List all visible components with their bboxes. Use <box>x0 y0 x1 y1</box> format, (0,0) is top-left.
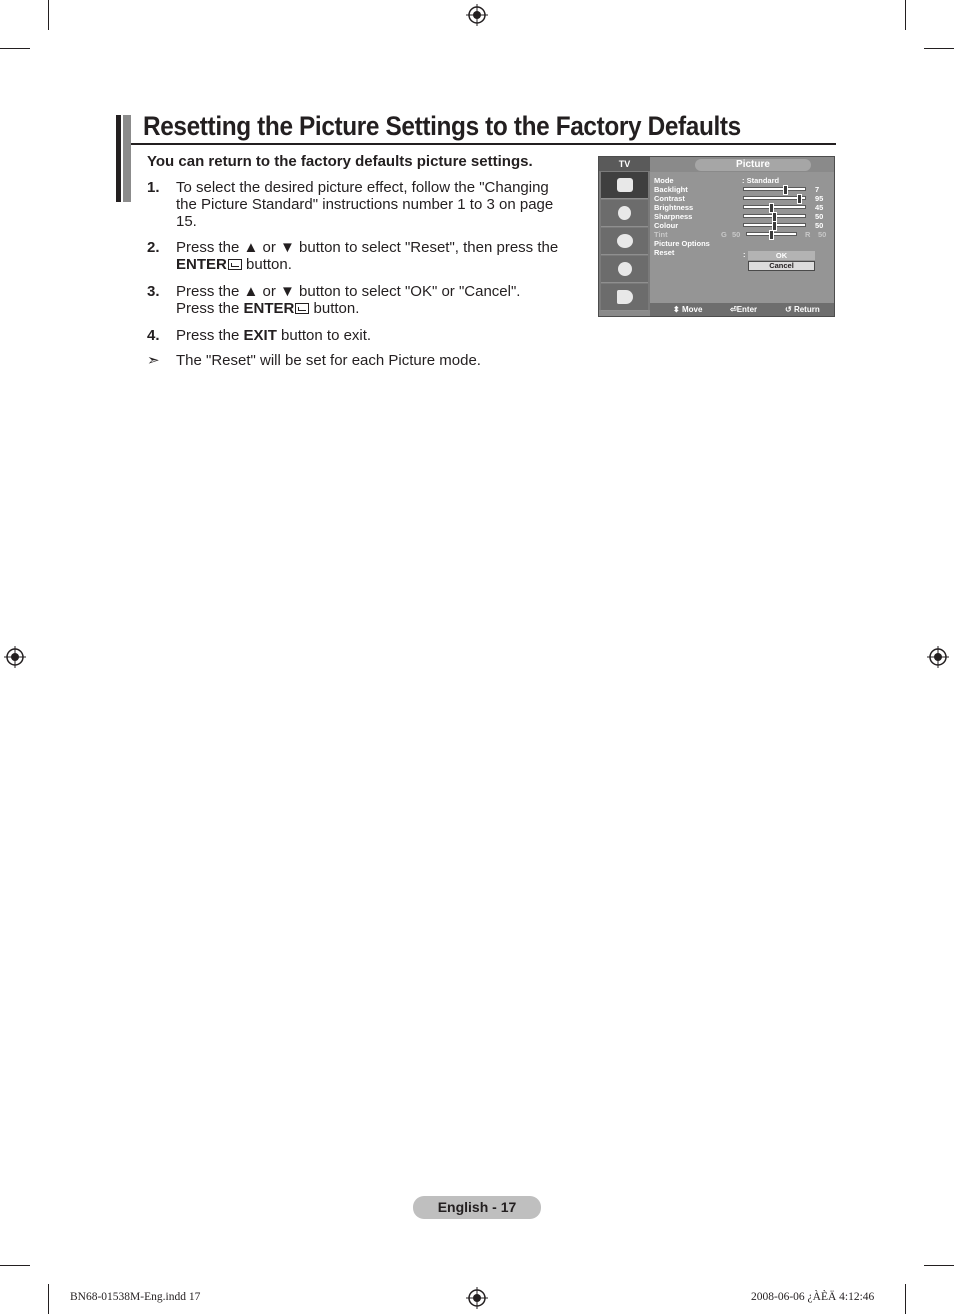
osd-slider <box>743 205 806 209</box>
enter-key-label: ENTER <box>243 300 295 317</box>
osd-item-label: Contrast <box>654 194 685 203</box>
osd-source-label: TV <box>599 157 650 171</box>
step-number: 1. <box>147 179 160 196</box>
osd-sidebar <box>599 157 650 310</box>
enter-key-label: ENTER <box>176 256 227 273</box>
registration-mark-icon <box>466 1287 488 1309</box>
step-text-part: Press the ▲ or ▼ button to select "OK" or "Cancel". Press the <box>176 283 521 317</box>
setup-menu-icon <box>601 256 648 283</box>
step-text <box>176 283 526 317</box>
osd-item-label: Backlight <box>654 185 688 194</box>
crop-mark <box>48 1284 49 1314</box>
osd-tint-slider <box>746 232 797 236</box>
osd-footer <box>650 303 834 316</box>
step-text-part: Press the <box>176 327 244 344</box>
exit-key-label: EXIT <box>243 327 277 344</box>
osd-slider <box>743 214 806 218</box>
enter-label: Enter <box>736 305 758 314</box>
osd-item-value: 50 <box>815 221 824 230</box>
osd-tint-r-label: R <box>805 230 811 239</box>
osd-return-hint <box>785 305 820 314</box>
osd-ok-option: OK <box>748 251 815 260</box>
enter-icon <box>228 259 242 270</box>
picture-menu-icon <box>601 172 648 199</box>
osd-slider <box>743 196 806 200</box>
registration-mark-icon <box>466 4 488 26</box>
step-text-part: Press the ▲ or ▼ button to select "Reset", then press the <box>176 239 559 256</box>
osd-mode-value: : Standard <box>742 176 780 185</box>
move-label: Move <box>681 305 703 314</box>
input-menu-icon <box>601 284 648 311</box>
osd-item-value: 7 <box>815 185 820 194</box>
osd-item-label: Brightness <box>654 203 694 212</box>
osd-settings-panel <box>650 172 834 303</box>
osd-picture-options: Picture Options <box>654 239 710 248</box>
osd-cancel-option: Cancel <box>748 261 815 271</box>
crop-mark <box>924 1265 954 1266</box>
title-accent-bar <box>116 115 121 202</box>
step-text <box>176 239 566 273</box>
osd-slider <box>743 223 806 227</box>
registration-mark-icon <box>927 646 949 668</box>
crop-mark <box>0 1265 30 1266</box>
step-text: To select the desired picture effect, follow the "Changing the Picture Standard" instructions number 1 to 3 on page 15. <box>176 179 554 230</box>
enter-icon: ⏎ <box>730 305 737 314</box>
step-number: 2. <box>147 239 160 256</box>
osd-item-value: 95 <box>815 194 824 203</box>
osd-reset-colon: : <box>743 250 746 259</box>
osd-item-value: 45 <box>815 203 824 212</box>
return-label: Return <box>793 305 820 314</box>
sound-menu-icon <box>601 200 648 227</box>
osd-item-label: Sharpness <box>654 212 693 221</box>
step-number: 3. <box>147 283 160 300</box>
slider-knob <box>769 230 774 240</box>
crop-mark <box>905 1284 906 1314</box>
crop-mark <box>48 0 49 30</box>
move-icon: ⬍ <box>673 305 680 314</box>
crop-mark <box>905 0 906 30</box>
print-timestamp: 2008-06-06 ¿ÀÈÄ 4:12:46 <box>751 1291 875 1303</box>
step-text-part: button to exit. <box>276 327 372 344</box>
page-title: Resetting the Picture Settings to the Factory Defaults <box>143 111 741 141</box>
enter-icon <box>295 303 309 314</box>
osd-slider <box>743 187 806 191</box>
crop-mark <box>0 48 30 49</box>
step-number: 4. <box>147 327 160 344</box>
tv-osd-picture-menu <box>598 156 835 317</box>
title-divider <box>131 143 836 145</box>
osd-tint-g-label: G <box>721 230 727 239</box>
step-text-part: button. <box>241 256 292 273</box>
slider-knob <box>783 185 788 195</box>
step-text <box>176 327 576 344</box>
note-text: The "Reset" will be set for each Picture mode. <box>176 352 481 369</box>
osd-item-value: 50 <box>815 212 824 221</box>
osd-tint-r-value: 50 <box>818 230 827 239</box>
channel-menu-icon <box>601 228 648 255</box>
intro-text: You can return to the factory defaults picture settings. <box>147 153 533 170</box>
osd-move-hint <box>673 305 702 314</box>
osd-menu-title: Picture <box>695 159 811 171</box>
note-arrow-icon: ➣ <box>147 352 160 369</box>
title-accent-bar <box>123 115 131 202</box>
osd-enter-hint <box>730 305 757 314</box>
return-icon: ↺ <box>785 305 792 314</box>
osd-item-label: Colour <box>654 221 679 230</box>
slider-knob <box>797 194 802 204</box>
step-text-part: button. <box>309 300 360 317</box>
osd-tint-label: Tint <box>654 230 668 239</box>
file-slug: BN68-01538M-Eng.indd 17 <box>70 1291 201 1303</box>
osd-mode-label: Mode <box>654 176 674 185</box>
page-number-badge: English - 17 <box>413 1196 541 1219</box>
crop-mark <box>924 48 954 49</box>
osd-reset-label: Reset <box>654 248 675 257</box>
osd-tint-g-value: 50 <box>732 230 741 239</box>
registration-mark-icon <box>4 646 26 668</box>
